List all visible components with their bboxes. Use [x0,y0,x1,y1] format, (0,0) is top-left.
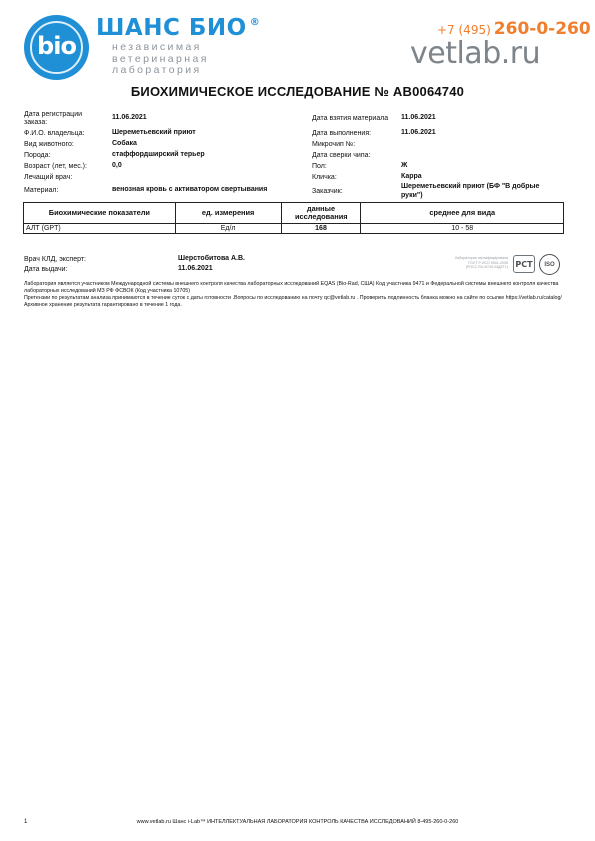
reg-date-value: 11.06.2021 [112,114,147,121]
disclaimer-claims: Претензии по результатам анализа принимаются в течение суток с даты готовности .Вопросы по исследованию на почту qc@vetlab.ru . Проверить подлинность бланка можно на сайте по ссылке https://vetlab.ru/catalog/ [24,295,562,301]
brand-name [96,15,260,41]
breed-label: Порода: [24,152,51,159]
tagline-line-2: ветеринарная [112,52,209,65]
disclaimer-archive: Архивное хранение результата гарантировано в течение 1 года. [24,302,182,308]
cert-line-2: ГОСТ Р ИСО 9001-2008 [468,260,508,265]
page-number: 1 [24,819,28,825]
owner-label: Ф.И.О. владельца: [24,130,85,137]
cell-unit: Ед/л [175,224,281,234]
age-value: 0,0 [112,162,122,169]
brand-name-text: ШАНС БИО [96,15,247,41]
results-table [23,202,564,234]
chip-check-label: Дата сверки чипа: [312,152,371,159]
phone-number: 260-0-260 [493,19,591,39]
tagline-line-1: независимая [112,41,202,53]
footer-text: www.vetlab.ru Шанс i-Lab™ ИНТЕЛЛЕКТУАЛЬНАЯ ЛАБОРАТОРИЯ КОНТРОЛЬ КАЧЕСТВА ИССЛЕДОВАНИЙ 8-495-260-0-260 [136,819,459,825]
col-result-header [281,203,361,224]
cell-reference: 10 - 58 [361,224,564,234]
nickname-label: Кличка: [312,174,337,181]
rst-mark-icon: PCT [513,255,535,273]
cell-indicator: АЛТ (GPT) [24,224,176,234]
sex-label: Пол: [312,163,327,170]
iso-seal-icon: ISO [539,254,560,275]
phone-prefix: +7 (495) [437,23,491,37]
table-row [24,224,564,234]
done-date-label: Дата выполнения: [312,130,372,137]
col-reference-header: среднее для вида [361,203,564,224]
sex-value: Ж [401,162,408,169]
client-value [401,183,539,200]
issue-date-label: Дата выдачи: [24,266,68,273]
disclaimer-quality: Лаборатория является участником Международной системы внешнего контроля качества лабораторных исследований EQAS (Bio-Rad, США) Код участника 9471 и Федеральной системы внешнего контроля качества лабораторных исследований МЗ РФ ФСВОК (Код участника 10705) [24,281,559,294]
sample-date-value: 11.06.2021 [401,114,436,121]
cert-line-3: (РОСС RU.И745.04ДЕГ1) [465,265,508,270]
logo-text: bio [37,32,76,60]
owner-value: Шереметьевский приют [112,129,196,136]
age-label: Возраст (лет, мес.): [24,163,87,170]
col-unit-header: ед. измерения [175,203,281,224]
material-label: Материал: [24,187,59,194]
disclaimer [24,281,564,309]
reg-date-label: Дата регистрации заказа: [24,111,83,126]
done-date-value: 11.06.2021 [401,129,436,136]
brand-tagline [112,42,209,77]
issue-date-value: 11.06.2021 [178,265,213,272]
logo-emblem [24,15,89,80]
species-value: Собака [112,140,137,147]
certification-note [430,256,508,270]
cell-result: 168 [281,224,361,234]
col-indicator-header: Биохимические показатели [24,203,176,224]
expert-label: Врач КЛД, эксперт: [24,256,86,263]
microchip-label: Микрочип №: [312,141,356,148]
registered-mark: ® [249,17,261,28]
breed-value: стаффордширский терьер [112,151,205,158]
table-header-row [24,203,564,224]
client-line-2: руки") [401,191,423,199]
material-value: венозная кровь с активатором свертывания [112,186,268,193]
nickname-value: Карра [401,173,422,180]
doctor-label: Лечащий врач: [24,174,73,181]
document-title: БИОХИМИЧЕСКОЕ ИССЛЕДОВАНИЕ № АВ0064740 [130,84,465,99]
header-site-link[interactable]: vetlab.ru [410,36,541,71]
col-result-header-text: данные исследования [295,204,348,221]
tagline-line-3: лаборатория [112,64,202,76]
client-label: Заказчик: [312,188,343,195]
cert-line-1: Лаборатория сертифицирована [454,256,508,260]
expert-value: Шерстобитова А.В. [178,255,245,262]
client-line-1: Шереметьевский приют (БФ "В добрые [401,183,540,190]
sample-date-label: Дата взятия материала [312,115,389,122]
species-label: Вид животного: [24,141,74,148]
